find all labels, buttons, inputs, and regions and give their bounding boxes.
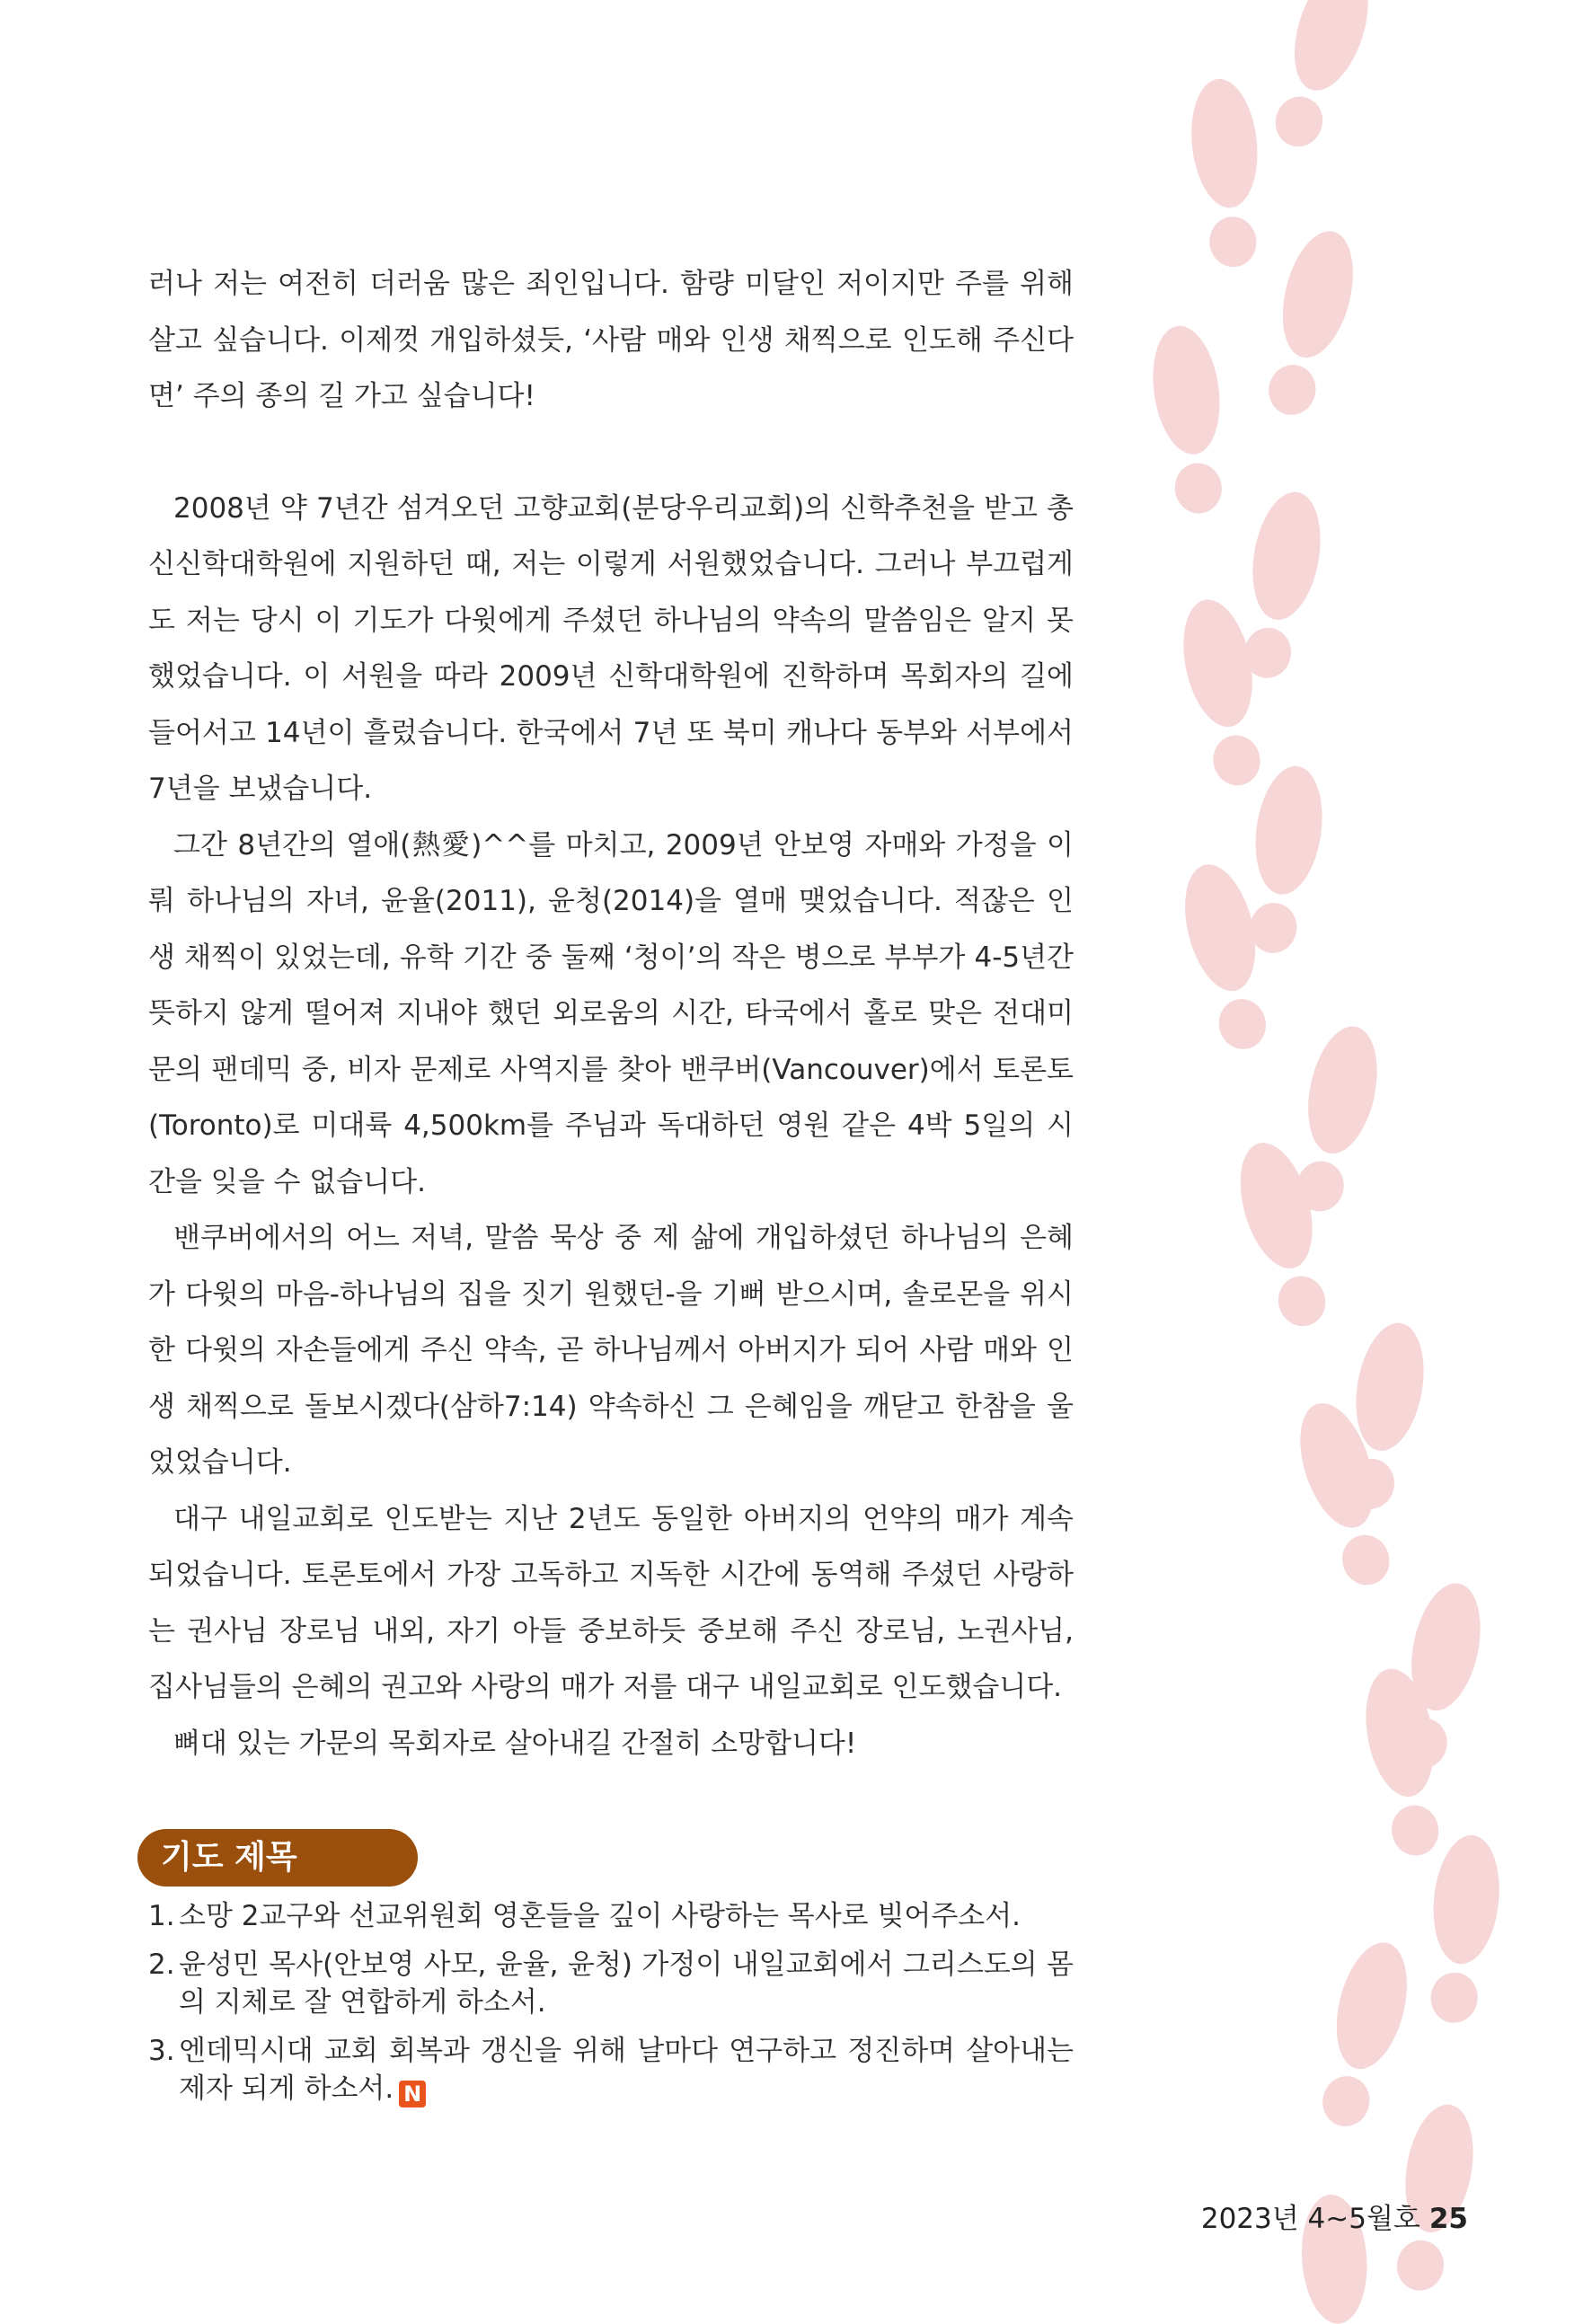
prayer-item	[148, 2032, 1074, 2108]
paragraph-gap	[148, 425, 1074, 481]
prayer-title-badge: 기도 제목	[137, 1829, 418, 1887]
footprint-icon	[1421, 1832, 1506, 2026]
article-paragraph: 러나 저는 여전히 더러움 많은 죄인입니다. 함량 미달인 저이지만 주를 위해 살고 싶습니다. 이제껏 개입하셨듯, ‘사람 매와 인생 채찍으로 인도해 주신다면’ 주의 종의 길 가고 싶습니다!	[148, 268, 1074, 412]
article-paragraph: 그간 8년간의 열애(熱愛)^^를 마치고, 2009년 안보영 자매와 가정을 이뤄 하나님의 자녀, 윤율(2011), 윤청(2014)을 열매 맺었습니다. 적잖은 인생 채찍이 있었는데, 유학 기간 중 둘째 ‘청이’의 작은 병으로 부부가 4-5년간 뜻하지 않게 떨어져 지내야 했던 외로움의 시간, 타국에서 홀로 맞은 전대미문의 팬데믹 중, 비자 문제로 사역지를 찾아 밴쿠버(Vancouver)에서 토론토(Toronto)로 미대륙 4,500km를 주님과 독대하던 영원 같은 4박 5일의 시간을 잊을 수 없습니다.	[148, 828, 1074, 1198]
n-logo-icon: N	[399, 2081, 426, 2108]
prayer-item-text: 윤성민 목사(안보영 사모, 윤율, 윤청) 가정이 내일교회에서 그리스도의 몸의 지체로 잘 연합하게 하소서.	[179, 1948, 1074, 2019]
prayer-item	[148, 1897, 1074, 1935]
prayer-item-text-content: 엔데믹시대 교회 회복과 갱신을 위해 날마다 연구하고 정진하며 살아내는 제자 되게 하소서.	[179, 2035, 1074, 2105]
issue-label: 2023년 4~5월호	[1200, 2203, 1420, 2235]
prayer-item-number: 1.	[148, 1900, 175, 1932]
article-body	[148, 256, 1074, 1772]
prayer-item-number: 2.	[148, 1948, 175, 1981]
article-paragraph: 밴쿠버에서의 어느 저녁, 말씀 묵상 중 제 삶에 개입하셨던 하나님의 은혜가 다윗의 마음-하나님의 집을 짓기 원했던-을 기뻐 받으시며, 솔로몬을 위시한 다윗의 자손들에게 주신 약속, 곧 하나님께서 아버지가 되어 사람 매와 인생 채찍으로 돌보시겠다(삼하7:14) 약속하신 그 은혜임을 깨닫고 한참을 울었었습니다.	[148, 1222, 1074, 1479]
page-footer	[1201, 2196, 1468, 2236]
footprint-icon	[1186, 75, 1270, 270]
page-number: 25	[1428, 2203, 1468, 2235]
footprint-icon	[1172, 593, 1275, 791]
prayer-item	[148, 1946, 1074, 2021]
article-paragraph: 2008년 약 7년간 섬겨오던 고향교회(분당우리교회)의 신학추천을 받고 총신신학대학원에 지원하던 때, 저는 이렇게 서원했었습니다. 그러나 부끄럽게도 저는 당시 이 기도가 다윗에게 주셨던 하나님의 약속의 말씀임은 알지 못했었습니다. 이 서원을 따라 2009년 신학대학원에 진학하며 목회자의 길에 들어서고 14년이 흘렀습니다. 한국에서 7년 또 북미 캐나다 동부와 서부에서 7년을 보냈습니다.	[148, 491, 1074, 805]
footprint-icon	[1311, 1935, 1420, 2134]
prayer-item-text: 소망 2교구와 선교위원회 영혼들을 깊이 사랑하는 목사로 빚어주소서.	[179, 1900, 1022, 1932]
article-paragraph: 대구 내일교회로 인도받는 지난 2년도 동일한 아버지의 언약의 매가 계속되었습니다. 토론토에서 가장 고독하고 지독한 시간에 동역해 주셨던 사랑하는 권사님 장로님 내외, 자기 아들 중보하듯 중보해 주신 장로님, 노권사님, 집사님들의 은혜의 권고와 사랑의 매가 저를 대구 내일교회로 인도했습니다.	[148, 1502, 1074, 1703]
prayer-item-text	[179, 2032, 1074, 2108]
prayer-item-number: 3.	[148, 2035, 175, 2067]
article-paragraph: 뼈대 있는 가문의 목회자로 살아내길 간절히 소망합니다!	[173, 1727, 857, 1760]
footprint-icon	[1262, 0, 1382, 156]
prayer-list	[148, 1897, 1074, 2118]
footprint-icon	[1173, 857, 1282, 1056]
footprint-icon	[1145, 322, 1236, 517]
footprint-icon	[1257, 224, 1366, 422]
